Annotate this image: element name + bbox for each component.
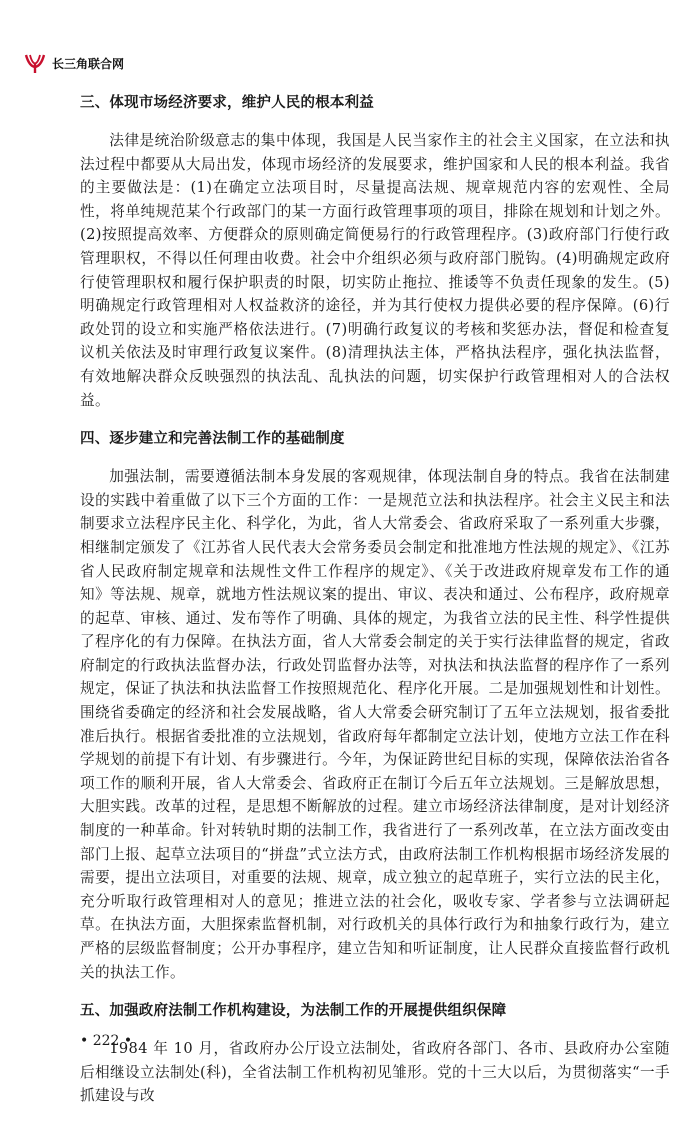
page-number: • 222 •: [80, 1033, 133, 1049]
document-body: [80, 93, 670, 1125]
section-title: 四、逐步建立和完善法制工作的基础制度: [80, 431, 345, 448]
paragraph: 法律是统治阶级意志的集中体现，我国是人民当家作主的社会主义国家，在立法和执法过程中都要从大局出发，体现市场经济的发展要求，维护国家和人民的根本利益。我省的主要做法是：(1)在确定立法项目时，尽量提高法规、规章规范内容的宏观性、全局性，将单纯规范某个行政部门的某一方面行政管理事项的项目，排除在规划和计划之外。(2)按照提高效率、方便群众的原则确定简便易行的行政管理程序。(3)政府部门行使行政管理职权，不得以任何理由收费。社会中介组织必须与政府部门脱钩。(4)明确规定政府行使管理职权和履行保护职责的时限，切实防止拖拉、推诿等不负责任现象的发生。(5)明确规定行政管理相对人权益救济的途径，并为其行使权力提供必要的程序保障。(6)行政处罚的设立和实施严格依法进行。(7)明确行政复议的考核和奖惩办法，督促和检查复议机关依法及时审理行政复议案件。(8)清理执法主体，严格执法程序，强化执法监督，有效地解决群众反映强烈的执法乱、乱执法的问题，切实保护行政管理相对人的合法权益。: [80, 132, 670, 409]
section-title: 三、体现市场经济要求，维护人民的根本利益: [80, 95, 374, 111]
paragraph: 加强法制，需要遵循法制本身发展的客观规律，体现法制自身的特点。我省在法制建设的实践中着重做了以下三个方面的工作：一是规范立法和执法程序。社会主义民主和法制要求立法程序民主化、科学化，为此，省人大常委会、省政府采取了一系列重大步骤，相继制定颁发了《江苏省人民代表大会常务委员会制定和批准地方性法规的规定》、《江苏省人民政府制定规章和法规性文件工作程序的规定》、《关于改进政府规章发布工作的通知》等法规、规章，就地方性法规议案的提出、审议、表决和通过、公布程序，政府规章的起草、审核、通过、发布等作了明确、具体的规定，为我省立法的民主性、科学性提供了程序化的有力保障。在执法方面，省人大常委会制定的关于实行法律监督的规定，省政府制定的行政执法监督办法，行政处罚监督办法等，对执法和执法监督的程序作了一系列规定，保证了执法和执法监督工作按照规范化、程序化开展。二是加强规划性和计划性。围绕省委确定的经济和社会发展战略，省人大常委会研究制订了五年立法规划，报省委批准后执行。根据省委批准的立法规划，省政府每年都制定立法计划，使地方立法工作在科学规划的前提下有计划、有步骤进行。今年，为保证跨世纪目标的实现，保障依法治省各项工作的顺利开展，省人大常委会、省政府正在制订今后五年立法规划。三是解放思想，大胆实践。改革的过程，是思想不断解放的过程。建立市场经济法律制度，是对计划经济制度的一种革命。针对转轨时期的法制工作，我省进行了一系列改革，在立法方面改变由部门上报、起草立法项目的“拼盘”式立法方式，由政府法制工作机构根据市场经济发展的需要，提出立法项目，对重要的法规、规章，成立独立的起草班子，实行立法的民主化，充分听取行政管理相对人的意见；推进立法的社会化，吸收专家、学者参与立法调研起草。在执法方面，大胆探索监督机制，对行政机关的具体行政行为和抽象行政行为，建立严格的层级监督制度；公开办事程序，建立告知和听证制度，让人民群众直接监督行政机关的执法工作。: [80, 468, 670, 981]
section-title: 五、加强政府法制工作机构建设，为法制工作的开展提供组织保障: [80, 1003, 507, 1020]
site-header: [24, 52, 124, 74]
paragraph: 1984 年 10 月，省政府办公厅设立法制处，省政府各部门、各市、县政府办公室随后相继设立法制处(科)，全省法制工作机构初见雏形。党的十三大以后，为贯彻落实“一手抓建设与改: [80, 1040, 670, 1105]
site-name: 长三角联合网: [52, 56, 125, 71]
ysz-logo-icon: [24, 52, 46, 74]
